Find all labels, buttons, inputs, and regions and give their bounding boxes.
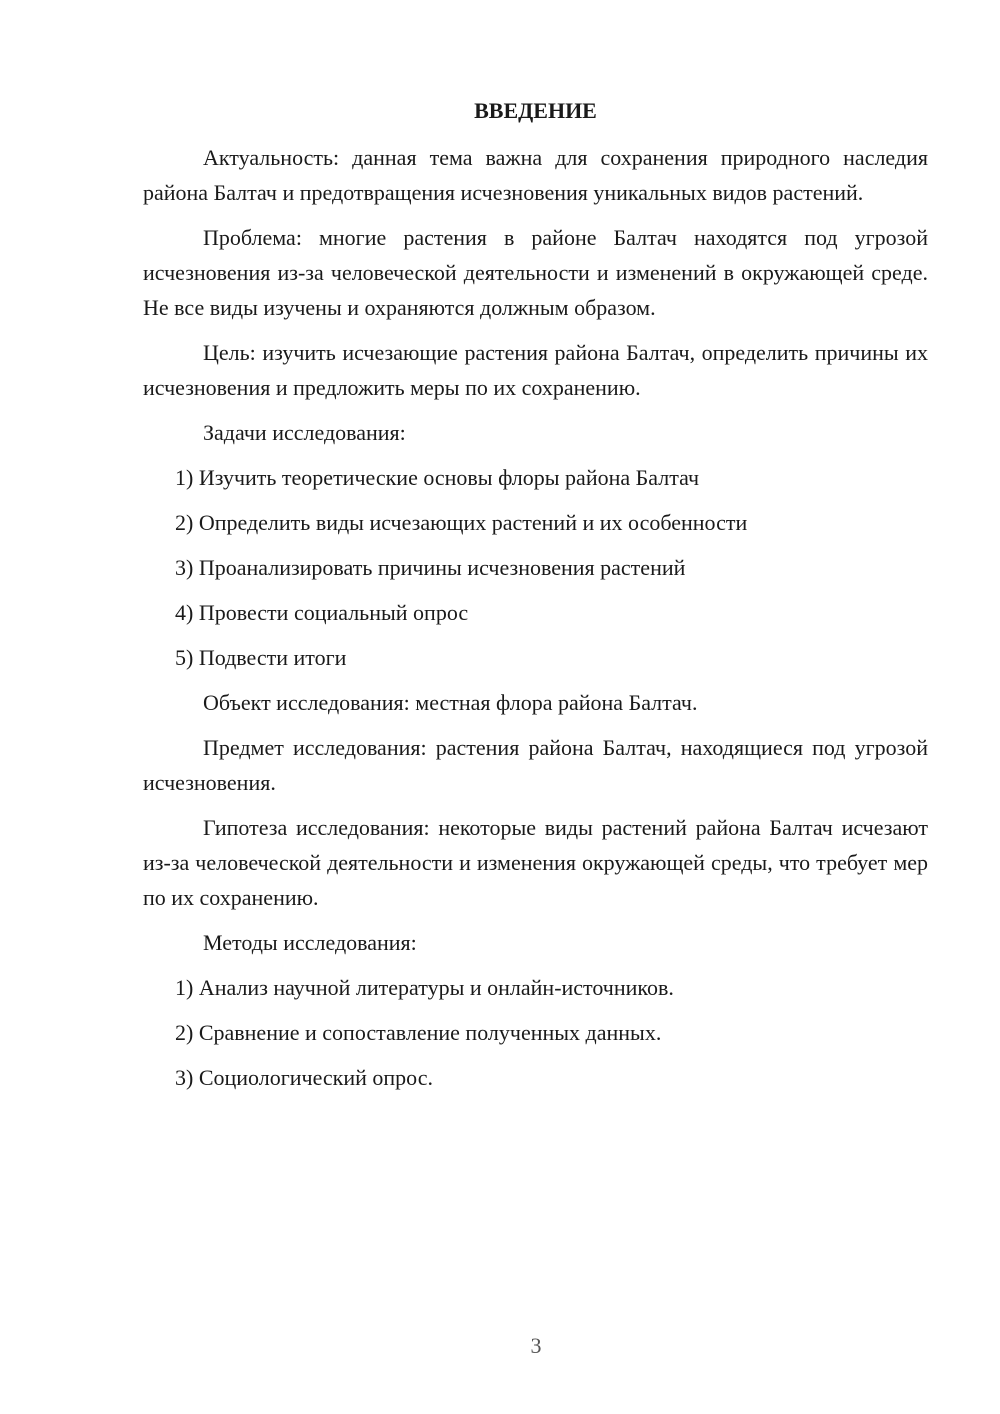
method-item: 2) Сравнение и сопоставление полученных данных. [175, 1020, 662, 1045]
tasks-list [143, 460, 928, 675]
methods-heading: Методы исследования: [203, 930, 417, 955]
tasks-heading: Задачи исследования: [203, 420, 406, 445]
task-item: 4) Провести социальный опрос [175, 600, 469, 625]
goal-paragraph: Цель: изучить исчезающие растения района Балтач, определить причины их исчезновения и предложить меры по их сохранению. [143, 340, 928, 400]
document-page [143, 96, 928, 1105]
task-item: 2) Определить виды исчезающих растений и их особенности [175, 510, 748, 535]
hypothesis-paragraph: Гипотеза исследования: некоторые виды растений района Балтач исчезают из-за человеческой деятельности и изменения окружающей среды, что требует мер по их сохранению. [143, 815, 928, 910]
problem-paragraph: Проблема: многие растения в районе Балтач находятся под угрозой исчезновения из-за человеческой деятельности и изменений в окружающей среде. Не все виды изучены и охраняются должным образом. [143, 225, 928, 320]
subject-paragraph: Предмет исследования: растения района Балтач, находящиеся под угрозой исчезновения. [143, 735, 928, 795]
object-paragraph: Объект исследования: местная флора района Балтач. [203, 690, 698, 715]
task-item: 3) Проанализировать причины исчезновения растений [175, 555, 686, 580]
section-title: ВВЕДЕНИЕ [474, 98, 597, 123]
methods-list [143, 970, 928, 1095]
page-number: 3 [530, 1333, 542, 1358]
task-item: 5) Подвести итоги [175, 645, 347, 670]
method-item: 3) Социологический опрос. [175, 1065, 433, 1090]
task-item: 1) Изучить теоретические основы флоры района Балтач [175, 465, 700, 490]
relevance-paragraph: Актуальность: данная тема важна для сохранения природного наследия района Балтач и предотвращения исчезновения уникальных видов растений. [143, 145, 928, 205]
method-item: 1) Анализ научной литературы и онлайн-источников. [175, 975, 674, 1000]
